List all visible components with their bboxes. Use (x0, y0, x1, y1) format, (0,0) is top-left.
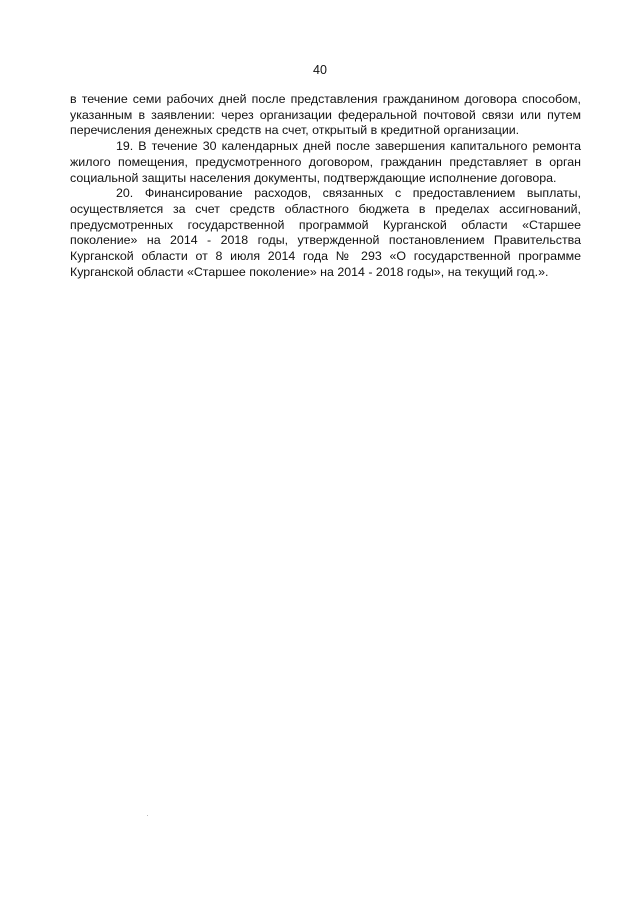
scan-speck (147, 815, 148, 816)
paragraph-item-20: 20. Финансирование расходов, связанных с предоставлением выплаты, осуществляется за счет средств областного бюджета в пределах ассигнований, предусмотренных государственной программой Курганской области «Старшее поколение» на 2014 - 2018 годы, утвержденной постановлением Правительства Курганской области от 8 июля 2014 года № 293 «О государственной программе Курганской области «Старшее поколение» на 2014 - 2018 годы», на текущий год.». (70, 186, 581, 279)
page-number: 40 (313, 63, 327, 77)
paragraph-continuation: в течение семи рабочих дней после представления гражданином договора способом, указанным в заявлении: через организации федеральной почтовой связи или путем перечисления денежных средств на счет, открытый в кредитной организации. (70, 92, 581, 138)
paragraph-item-19: 19. В течение 30 календарных дней после завершения капитального ремонта жилого помещения, предусмотренного договором, гражданин представляет в орган социальной защиты населения документы, подтверждающие исполнение договора. (70, 139, 581, 185)
document-body (70, 92, 581, 280)
